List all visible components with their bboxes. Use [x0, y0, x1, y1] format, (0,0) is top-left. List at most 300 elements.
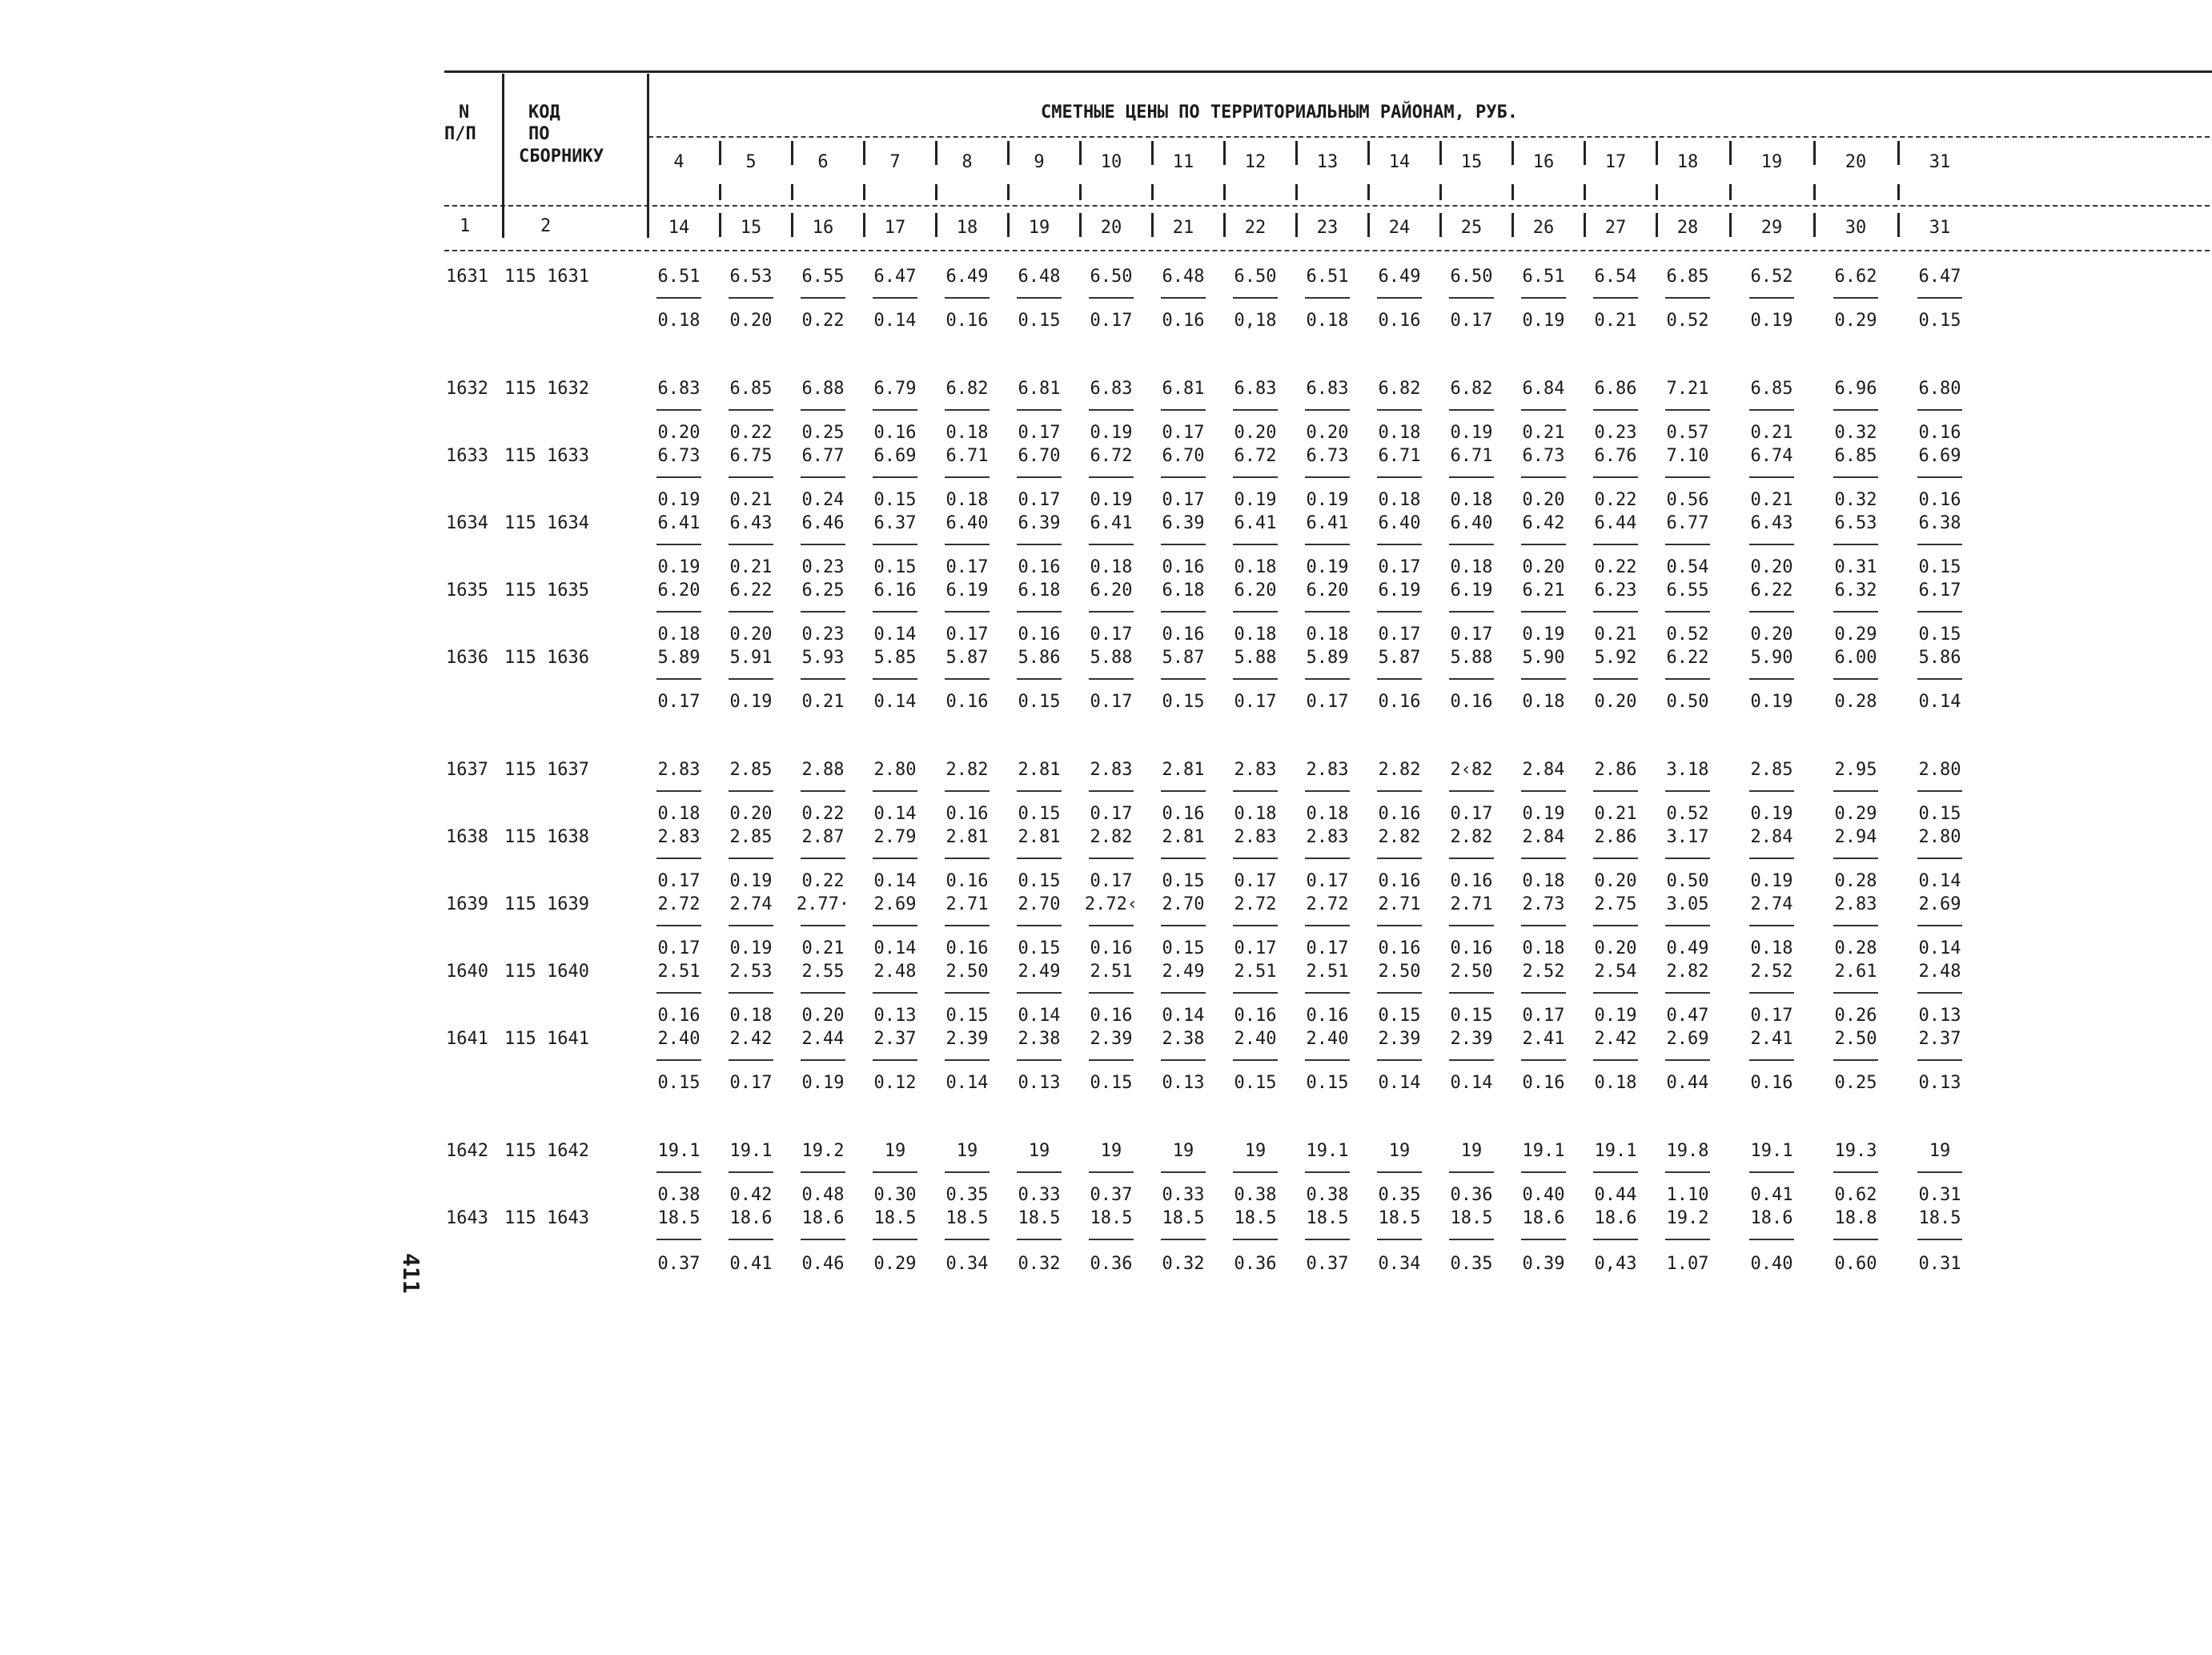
fraction-bar [873, 1059, 917, 1061]
district-number: 18 [1676, 152, 1699, 172]
col-code-label-3: СБОРНИКУ [519, 147, 604, 167]
fraction-bar [1833, 678, 1878, 680]
fraction-bar [1665, 992, 1710, 994]
district-separator [1511, 141, 1514, 165]
wage-cell: 0.15 [1234, 1073, 1277, 1093]
fraction-bar [1833, 409, 1878, 411]
wage-cell: 0.17 [1018, 423, 1061, 443]
fraction-bar [1833, 1239, 1878, 1240]
price-cell: 2.52 [1522, 962, 1565, 982]
wage-cell: 0.15 [1018, 871, 1061, 891]
wage-cell: 0.15 [1090, 1073, 1133, 1093]
wage-cell: 0.17 [1090, 804, 1133, 824]
price-cell: 6.44 [1594, 513, 1637, 533]
price-cell: 6.81 [1162, 379, 1205, 399]
district-number: 9 [1034, 152, 1045, 172]
wage-cell: 0.15 [945, 1006, 989, 1026]
wage-cell: 0.16 [1162, 804, 1205, 824]
wage-cell: 0.19 [1750, 311, 1793, 331]
fraction-bar [1233, 790, 1278, 792]
fraction-bar [1833, 1059, 1878, 1061]
wage-cell: 0.33 [1018, 1185, 1061, 1205]
price-cell: 2.39 [945, 1029, 989, 1049]
price-cell: 6.50 [1234, 267, 1277, 287]
price-cell: 2.83 [1090, 760, 1133, 780]
price-cell: 2.70 [1162, 894, 1205, 914]
fraction-bar [945, 297, 990, 299]
wage-cell: 0,18 [1234, 311, 1277, 331]
price-cell: 2.70 [1018, 894, 1061, 914]
wage-cell: 0.15 [1450, 1006, 1493, 1026]
fraction-bar [1521, 858, 1566, 859]
wage-cell: 0.20 [1594, 871, 1637, 891]
fraction-bar [801, 409, 845, 411]
fraction-bar [1593, 858, 1638, 859]
fraction-bar [1665, 544, 1710, 545]
wage-cell: 0.17 [1450, 804, 1493, 824]
wage-cell: 0.35 [1378, 1185, 1421, 1205]
price-cell: 6.70 [1018, 446, 1061, 466]
district-separator [935, 141, 937, 165]
price-cell: 2.38 [1018, 1029, 1061, 1049]
price-cell: 2.40 [1234, 1029, 1277, 1049]
fraction-bar [1233, 611, 1278, 613]
district-separator [1813, 141, 1816, 165]
column-index: 19 [1028, 218, 1050, 238]
price-cell: 2‹82 [1450, 760, 1493, 780]
wage-cell: 0.21 [1594, 311, 1637, 331]
price-cell: 6.48 [1162, 267, 1205, 287]
fraction-bar [873, 858, 917, 859]
wage-cell: 0.50 [1666, 692, 1709, 712]
district-separator [1897, 141, 1900, 165]
fraction-bar [1017, 409, 1062, 411]
fraction-bar [873, 925, 917, 926]
wage-cell: 0.22 [729, 423, 773, 443]
district-separator [1007, 141, 1010, 165]
fraction-bar [945, 1239, 990, 1240]
price-cell: 6.49 [945, 267, 989, 287]
wage-cell: 0.23 [801, 557, 845, 577]
fraction-bar [1377, 858, 1422, 859]
price-cell: 18.5 [1090, 1208, 1133, 1228]
wage-cell: 0.15 [1918, 625, 1961, 645]
row-code: 115 1632 [504, 379, 589, 399]
fraction-bar [729, 790, 773, 792]
price-cell: 6.20 [1234, 580, 1277, 601]
fraction-bar [1377, 925, 1422, 926]
district-separator [1729, 184, 1732, 200]
district-separator [1439, 141, 1442, 165]
price-cell: 19 [884, 1141, 906, 1161]
fraction-bar [1305, 297, 1350, 299]
wage-cell: 0.16 [1918, 423, 1961, 443]
wage-cell: 0,43 [1594, 1254, 1637, 1274]
price-cell: 2.82 [945, 760, 989, 780]
wage-cell: 0.18 [1306, 804, 1349, 824]
price-cell: 19 [1460, 1141, 1483, 1161]
price-cell: 6.83 [657, 379, 701, 399]
wage-cell: 0.29 [873, 1254, 917, 1274]
fraction-bar [873, 1239, 917, 1240]
price-cell: 2.84 [1750, 827, 1793, 847]
wage-cell: 0.25 [1834, 1073, 1877, 1093]
price-cell: 2.39 [1378, 1029, 1421, 1049]
fraction-bar [945, 544, 990, 545]
wage-cell: 0.21 [729, 490, 773, 510]
row-number: 1642 [446, 1141, 488, 1161]
district-separator [1223, 141, 1226, 165]
wage-cell: 0.16 [1378, 692, 1421, 712]
wage-cell: 0.18 [1234, 804, 1277, 824]
index-separator [935, 213, 937, 237]
wage-cell: 0.46 [801, 1254, 845, 1274]
wage-cell: 0.23 [801, 625, 845, 645]
fraction-bar [1593, 476, 1638, 478]
wage-cell: 0.17 [1378, 625, 1421, 645]
fraction-bar [945, 678, 990, 680]
district-number: 13 [1316, 152, 1339, 172]
fraction-bar [1017, 611, 1062, 613]
wage-cell: 0.18 [1594, 1073, 1637, 1093]
district-separator [1367, 184, 1370, 200]
fraction-bar [1593, 790, 1638, 792]
fraction-bar [1377, 476, 1422, 478]
fraction-bar [1593, 1171, 1638, 1173]
price-cell: 6.51 [1306, 267, 1349, 287]
row-code: 115 1633 [504, 446, 589, 466]
wage-cell: 0.19 [1306, 557, 1349, 577]
price-cell: 6.53 [729, 267, 773, 287]
wage-cell: 0.52 [1666, 804, 1709, 824]
column-index: 22 [1244, 218, 1267, 238]
price-cell: 6.40 [945, 513, 989, 533]
price-cell: 6.75 [729, 446, 773, 466]
wage-cell: 0.16 [657, 1006, 701, 1026]
header-mid-rule [444, 205, 2212, 207]
price-cell: 2.71 [945, 894, 989, 914]
price-cell: 5.86 [1018, 648, 1061, 668]
price-cell: 2.84 [1522, 760, 1565, 780]
fraction-bar [1665, 409, 1710, 411]
price-cell: 6.19 [945, 580, 989, 601]
row-number: 1635 [446, 580, 488, 601]
wage-cell: 0.14 [1018, 1006, 1061, 1026]
price-cell: 2.75 [1594, 894, 1637, 914]
wage-cell: 0.18 [1234, 625, 1277, 645]
index-separator [1223, 213, 1226, 237]
wage-cell: 0.14 [1918, 871, 1961, 891]
fraction-bar [1917, 544, 1962, 545]
fraction-bar [1665, 858, 1710, 859]
fraction-bar [1665, 1239, 1710, 1240]
wage-cell: 0.42 [729, 1185, 773, 1205]
wage-cell: 0.15 [1018, 692, 1061, 712]
fraction-bar [1449, 544, 1494, 545]
price-cell: 2.39 [1450, 1029, 1493, 1049]
wage-cell: 0.17 [1450, 311, 1493, 331]
wage-cell: 0.16 [1018, 557, 1061, 577]
wage-cell: 0.19 [729, 938, 773, 958]
fraction-bar [1749, 1171, 1794, 1173]
price-cell: 2.41 [1750, 1029, 1793, 1049]
fraction-bar [1593, 611, 1638, 613]
district-separator [1656, 141, 1658, 165]
row-number: 1632 [446, 379, 488, 399]
price-cell: 2.42 [1594, 1029, 1637, 1049]
wage-cell: 0.18 [657, 804, 701, 824]
column-index: 30 [1845, 218, 1867, 238]
fraction-bar [801, 925, 845, 926]
district-separator [791, 184, 793, 200]
wage-cell: 0.20 [657, 423, 701, 443]
row-code: 115 1640 [504, 962, 589, 982]
fraction-bar [729, 297, 773, 299]
wage-cell: 0.19 [1450, 423, 1493, 443]
wage-cell: 0.18 [729, 1006, 773, 1026]
price-cell: 5.92 [1594, 648, 1637, 668]
fraction-bar [1449, 992, 1494, 994]
fraction-bar [945, 992, 990, 994]
fraction-bar [1017, 1171, 1062, 1173]
price-cell: 5.87 [1162, 648, 1205, 668]
price-cell: 6.22 [1666, 648, 1709, 668]
price-cell: 2.86 [1594, 760, 1637, 780]
price-cell: 6.73 [1522, 446, 1565, 466]
wage-cell: 0.20 [1594, 938, 1637, 958]
fraction-bar [729, 1171, 773, 1173]
fraction-bar [1017, 476, 1062, 478]
wage-cell: 0.34 [945, 1254, 989, 1274]
price-cell: 2.73 [1522, 894, 1565, 914]
vertical-rule-n [502, 74, 504, 238]
wage-cell: 0.47 [1666, 1006, 1709, 1026]
price-cell: 2.82 [1666, 962, 1709, 982]
price-cell: 6.85 [1750, 379, 1793, 399]
price-cell: 2.81 [945, 827, 989, 847]
fraction-bar [1521, 409, 1566, 411]
wage-cell: 0.15 [873, 490, 917, 510]
fraction-bar [1749, 476, 1794, 478]
district-number: 31 [1929, 152, 1951, 172]
district-separator [1295, 184, 1298, 200]
fraction-bar [1521, 1239, 1566, 1240]
district-number: 14 [1388, 152, 1411, 172]
header-title-rule [648, 136, 2212, 138]
fraction-bar [1521, 476, 1566, 478]
price-cell: 19 [1172, 1141, 1194, 1161]
price-cell: 2.80 [1918, 760, 1961, 780]
price-cell: 6.77 [1666, 513, 1709, 533]
wage-cell: 0.38 [657, 1185, 701, 1205]
wage-cell: 0.15 [1918, 311, 1961, 331]
price-cell: 19.2 [801, 1141, 845, 1161]
price-cell: 2.51 [1306, 962, 1349, 982]
price-cell: 2.87 [801, 827, 845, 847]
price-cell: 2.51 [657, 962, 701, 982]
wage-cell: 0.16 [1162, 625, 1205, 645]
wage-cell: 0.19 [657, 490, 701, 510]
district-number: 20 [1845, 152, 1867, 172]
price-cell: 6.82 [945, 379, 989, 399]
fraction-bar [1161, 544, 1206, 545]
district-separator [1897, 184, 1900, 200]
row-number: 1641 [446, 1029, 488, 1049]
fraction-bar [1449, 476, 1494, 478]
first-col-index: 1 [460, 216, 471, 236]
wage-cell: 0.16 [1162, 557, 1205, 577]
fraction-bar [1305, 858, 1350, 859]
district-number: 8 [961, 152, 973, 172]
district-separator [1079, 141, 1082, 165]
price-cell: 2.50 [1834, 1029, 1877, 1049]
wage-cell: 0.17 [945, 557, 989, 577]
price-cell: 6.72 [1234, 446, 1277, 466]
wage-cell: 0.12 [873, 1073, 917, 1093]
price-cell: 6.85 [1666, 267, 1709, 287]
price-cell: 6.83 [1090, 379, 1133, 399]
price-cell: 6.21 [1522, 580, 1565, 601]
fraction-bar [729, 409, 773, 411]
wage-cell: 0.20 [1750, 625, 1793, 645]
price-cell: 2.88 [801, 760, 845, 780]
wage-cell: 0.16 [1162, 311, 1205, 331]
price-cell: 2.80 [1918, 827, 1961, 847]
wage-cell: 0.13 [873, 1006, 917, 1026]
wage-cell: 0.20 [729, 625, 773, 645]
price-cell: 5.87 [1378, 648, 1421, 668]
price-cell: 6.48 [1018, 267, 1061, 287]
fraction-bar [1665, 297, 1710, 299]
price-cell: 2.39 [1090, 1029, 1133, 1049]
fraction-bar [1161, 476, 1206, 478]
price-cell: 6.42 [1522, 513, 1565, 533]
wage-cell: 0.57 [1666, 423, 1709, 443]
price-cell: 6.47 [873, 267, 917, 287]
district-separator [1151, 141, 1154, 165]
fraction-bar [656, 409, 701, 411]
fraction-bar [1833, 297, 1878, 299]
price-cell: 6.18 [1162, 580, 1205, 601]
wage-cell: 0.16 [945, 938, 989, 958]
price-cell: 6.74 [1750, 446, 1793, 466]
district-number: 11 [1172, 152, 1194, 172]
price-cell: 6.82 [1450, 379, 1493, 399]
fraction-bar [1749, 858, 1794, 859]
price-cell: 2.50 [945, 962, 989, 982]
wage-cell: 0.20 [1522, 557, 1565, 577]
row-code: 115 1636 [504, 648, 589, 668]
fraction-bar [1305, 992, 1350, 994]
fraction-bar [656, 297, 701, 299]
fraction-bar [801, 992, 845, 994]
wage-cell: 0.32 [1018, 1254, 1061, 1274]
fraction-bar [1449, 1239, 1494, 1240]
fraction-bar [1161, 297, 1206, 299]
price-cell: 5.88 [1234, 648, 1277, 668]
price-cell: 6.72 [1090, 446, 1133, 466]
column-index: 26 [1532, 218, 1555, 238]
fraction-bar [729, 544, 773, 545]
index-separator [1813, 213, 1816, 237]
price-cell: 5.88 [1450, 648, 1493, 668]
price-cell: 6.41 [657, 513, 701, 533]
price-cell: 5.93 [801, 648, 845, 668]
price-cell: 2.72‹ [1084, 894, 1138, 914]
fraction-bar [1449, 1059, 1494, 1061]
price-cell: 18.5 [873, 1208, 917, 1228]
wage-cell: 0.19 [1594, 1006, 1637, 1026]
wage-cell: 0.16 [1450, 938, 1493, 958]
wage-cell: 0.17 [1234, 692, 1277, 712]
price-cell: 7.21 [1666, 379, 1709, 399]
row-code: 115 1634 [504, 513, 589, 533]
row-code: 115 1638 [504, 827, 589, 847]
fraction-bar [729, 476, 773, 478]
fraction-bar [1917, 858, 1962, 859]
wage-cell: 0.17 [657, 692, 701, 712]
price-cell: 19 [1028, 1141, 1050, 1161]
row-code: 115 1642 [504, 1141, 589, 1161]
header-bottom-rule [444, 250, 2212, 251]
wage-cell: 0.16 [1090, 1006, 1133, 1026]
fraction-bar [656, 992, 701, 994]
wage-cell: 0.16 [945, 871, 989, 891]
price-cell: 19 [1244, 1141, 1267, 1161]
fraction-bar [873, 992, 917, 994]
fraction-bar [1233, 1171, 1278, 1173]
wage-cell: 0.16 [1018, 625, 1061, 645]
index-separator [1897, 213, 1900, 237]
wage-cell: 0.36 [1090, 1254, 1133, 1274]
price-cell: 2.83 [1234, 760, 1277, 780]
fraction-bar [801, 544, 845, 545]
wage-cell: 0.52 [1666, 625, 1709, 645]
price-cell: 6.38 [1918, 513, 1961, 533]
fraction-bar [1593, 1239, 1638, 1240]
price-cell: 2.82 [1090, 827, 1133, 847]
fraction-bar [1161, 1059, 1206, 1061]
fraction-bar [1749, 611, 1794, 613]
fraction-bar [656, 1059, 701, 1061]
wage-cell: 0.29 [1834, 804, 1877, 824]
wage-cell: 0.17 [1162, 490, 1205, 510]
wage-cell: 0.19 [1522, 311, 1565, 331]
wage-cell: 0.49 [1666, 938, 1709, 958]
fraction-bar [1161, 409, 1206, 411]
fraction-bar [1521, 925, 1566, 926]
price-cell: 18.6 [729, 1208, 773, 1228]
index-separator [1079, 213, 1082, 237]
price-cell: 5.90 [1750, 648, 1793, 668]
wage-cell: 0.16 [1378, 311, 1421, 331]
column-index: 20 [1100, 218, 1122, 238]
price-cell: 6.19 [1378, 580, 1421, 601]
fraction-bar [1089, 409, 1134, 411]
fraction-bar [1833, 544, 1878, 545]
fraction-bar [1593, 297, 1638, 299]
price-cell: 6.18 [1018, 580, 1061, 601]
wage-cell: 0.15 [873, 557, 917, 577]
fraction-bar [1233, 297, 1278, 299]
fraction-bar [1233, 544, 1278, 545]
district-separator [1223, 184, 1226, 200]
fraction-bar [1521, 992, 1566, 994]
fraction-bar [1377, 992, 1422, 994]
wage-cell: 0.20 [729, 804, 773, 824]
wage-cell: 0.14 [1918, 692, 1961, 712]
fraction-bar [945, 476, 990, 478]
